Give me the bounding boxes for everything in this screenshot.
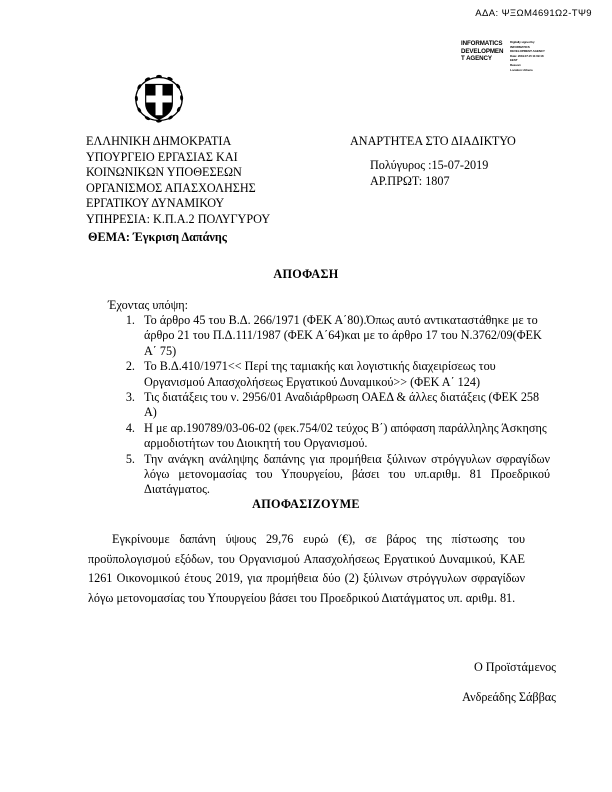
subject-line [88, 230, 227, 245]
greek-coat-of-arms-icon [130, 70, 188, 128]
signature-detail-line: Reason: [510, 62, 522, 67]
signatory-title: Ο Προϊστάμενος [473, 660, 556, 674]
subject-value: Έγκριση Δαπάνης [133, 230, 227, 244]
signature-detail-line: DEVELOPMENT AGENCY [510, 49, 545, 54]
list-item: 4. Η με αρ.190789/03-06-02 (φεκ.754/02 τεύχος Β΄) απόφαση παράλληλης Άσκησης αρμοδιοτήτων του Διοικητή του Οργανισμού. [138, 421, 550, 452]
place-and-date: Πολύγυρος :15-07-2019 [370, 158, 489, 172]
signature-detail-line: INFORMATICS [510, 44, 530, 49]
subject-label: ΘΕΜΑ: [88, 230, 130, 244]
org-line: ΥΠΗΡΕΣΙΑ: Κ.Π.Α.2 ΠΟΛΥΓΥΡΟΥ [86, 211, 271, 226]
decision-heading: ΑΠΟΦΑΣΗ [273, 267, 339, 281]
publication-notice: ΑΝΑΡΤΗΤΕΑ ΣΤΟ ΔΙΑΔΙΚΤΥΟ [350, 134, 516, 148]
org-line: ΥΠΟΥΡΓΕΙΟ ΕΡΓΑΣΙΑΣ ΚΑΙ [86, 149, 238, 164]
list-item: 3. Τις διατάξεις του ν. 2956/01 Αναδιάρθρωση ΟΑΕΔ & άλλες διατάξεις (ΦΕΚ 258 Α) [138, 390, 550, 421]
legal-basis-list [108, 313, 550, 498]
considering-label: Έχοντας υπόψη: [108, 298, 189, 312]
org-line: ΟΡΓΑΝΙΣΜΟΣ ΑΠΑΣΧΟΛΗΣΗΣ [86, 180, 256, 195]
organization-header [86, 134, 270, 228]
signature-detail-line: EEST [510, 58, 518, 63]
org-line: ΕΡΓΑΤΙΚΟΥ ΔΥΝΑΜΙΚΟΥ [86, 196, 225, 211]
list-item: 5. Την ανάγκη ανάληψης δαπάνης για προμήθεια ξύλινων στρόγγυλων σφραγίδων λόγω μετονομασίας του Υπουργείου, βάσει του υπ.αριθμ. 81 Προεδρικού Διατάγματος. [138, 452, 550, 498]
we-decide-heading: ΑΠΟΦΑΣΙΖΟΥΜΕ [252, 497, 360, 511]
signature-detail-line: Location: Athens [510, 67, 533, 72]
org-line: ΕΛΛΗΝΙΚΗ ΔΗΜΟΚΡΑΤΙΑ [86, 134, 232, 148]
signature-detail-line: Date: 2019.07.15 11:09:18 [510, 53, 544, 58]
list-item: 2. Το Β.Δ.410/1971<< Περί της ταμιακής και λογιστικής διαχειρίσεως του Οργανισμού Απασχολήσεως Εργατικού Δυναμικού>> (ΦΕΚ Α΄ 124) [138, 359, 550, 390]
signature-agency-line-1: INFORMATICS [461, 40, 503, 47]
org-line: ΚΟΙΝΩΝΙΚΩΝ ΥΠΟΘΕΣΕΩΝ [86, 165, 242, 180]
protocol-number: ΑΡ.ΠΡΩΤ: 1807 [370, 173, 450, 188]
signature-detail-block [510, 40, 562, 72]
protocol-block [370, 158, 488, 189]
list-item: 1. Το άρθρο 45 του Β.Δ. 266/1971 (ΦΕΚ Α΄80).Όπως αυτό αντικαταστάθηκε με το άρθρο 21 του Π.Δ.111/1987 (ΦΕΚ Α΄64)και με το άρθρο 17 του Ν.3762/09(ΦΕΚ Α΄ 75) [138, 313, 550, 359]
signature-detail-line: Digitally signed by [510, 40, 535, 44]
signature-agency-line-3: T AGENCY [461, 55, 492, 63]
signature-agency-line-2: DEVELOPMEN [461, 47, 504, 55]
ada-reference-code: ΑΔΑ: ΨΞΩΜ4691Ω2-ΤΨ9 [475, 8, 592, 19]
signature-agency-name [461, 40, 507, 63]
signatory-name: Ανδρεάδης Σάββας [462, 690, 556, 704]
digital-signature-stamp [461, 40, 565, 74]
decision-body-paragraph: Εγκρίνουμε δαπάνη ύψους 29,76 ευρώ (€), σε βάρος της πίστωσης του προϋπολογισμού εξόδων, του Οργανισμού Απασχολήσεως Εργατικού Δυναμικού, ΚΑΕ 1261 Οικονομικού έτους 2019, για προμήθεια δύο (2) ξύλινων στρόγγυλων σφραγίδων λόγω μετονομασίας του Υπουργείου βάσει του Προεδρικού Διατάγματος υπ. αριθμ. 81. [88, 532, 525, 605]
